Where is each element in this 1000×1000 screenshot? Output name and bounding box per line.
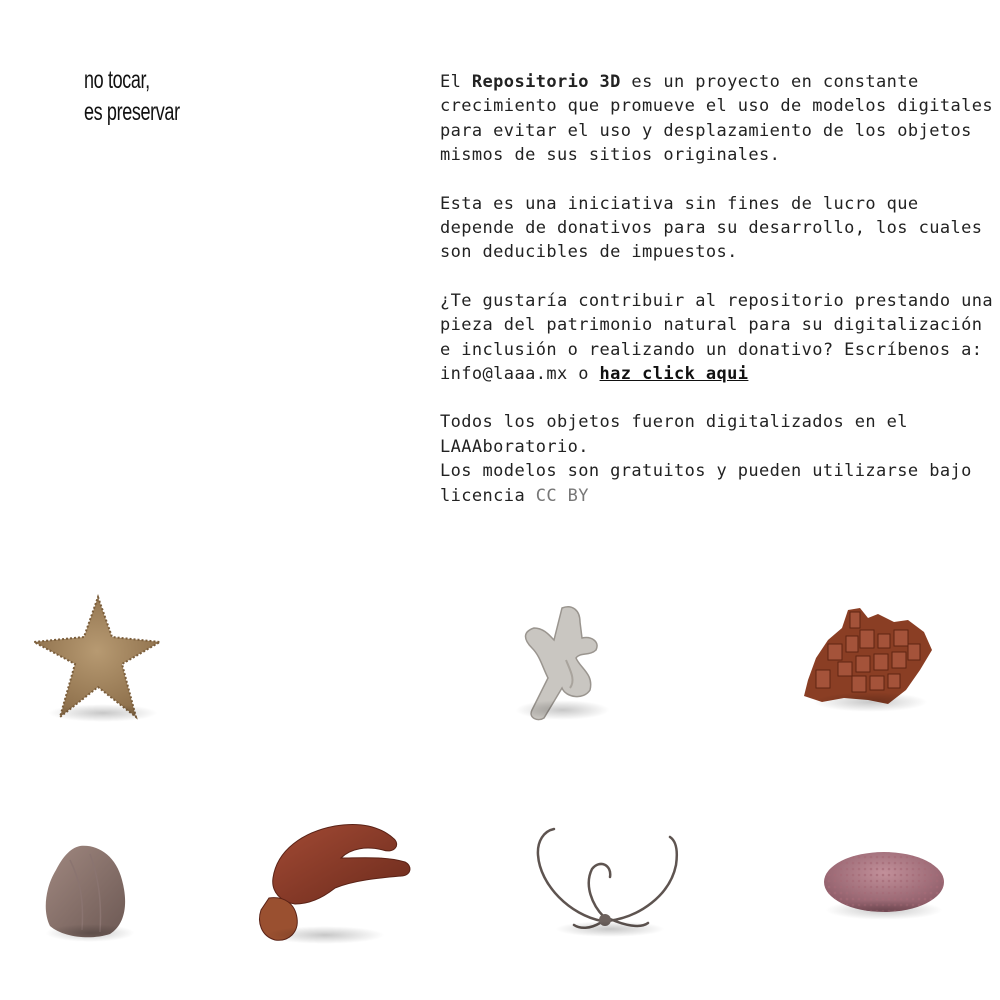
vertebra-bone-model[interactable] [510, 600, 610, 725]
intro-paragraph-1 [440, 70, 995, 168]
crab-claw-model[interactable] [255, 818, 415, 948]
sea-urchin-model[interactable] [820, 848, 948, 923]
tagline [84, 64, 180, 128]
repositorio-3d-label: Repositorio 3D [471, 72, 621, 92]
intro-p5-text: Los modelos son gratuitos y pueden utilizarse bajo licencia [440, 461, 972, 506]
brittle-star-model[interactable] [530, 825, 685, 940]
cc-by-license-link[interactable]: CC BY [535, 485, 589, 506]
intro-paragraph-5 [440, 459, 995, 508]
tagline-line-2: es preservar [84, 98, 180, 126]
intro-p1-end: es un proyecto en constante crecimiento que promueve el uso de modelos digitales para evitar el uso y desplazamiento de los objetos mismos de sus sitios originales. [440, 72, 994, 166]
intro-paragraph-4: Todos los objetos fueron digitalizados en el LAAAboratorio. [440, 412, 908, 457]
intro-p1-start: El [440, 72, 472, 92]
intro-p3-text: ¿Te gustaría contribuir al repositorio prestando una pieza del patrimonio natural para su digitalización e inclusión o realizando un donativo? Escríbenos a: info@laaa.mx o [440, 290, 994, 385]
starfish-model[interactable] [28, 592, 168, 727]
intro-paragraph-3 [440, 289, 995, 387]
aragonite-crystal-model[interactable] [798, 600, 938, 715]
shell-model[interactable] [40, 840, 135, 945]
tagline-line-1: no tocar, [84, 66, 150, 94]
contact-click-link[interactable]: haz click aqui [599, 364, 749, 385]
intro-text [440, 70, 995, 508]
intro-paragraph-2: Esta es una iniciativa sin fines de lucro que depende de donativos para su desarrollo, los cuales son deducibles de impuestos. [440, 193, 983, 263]
